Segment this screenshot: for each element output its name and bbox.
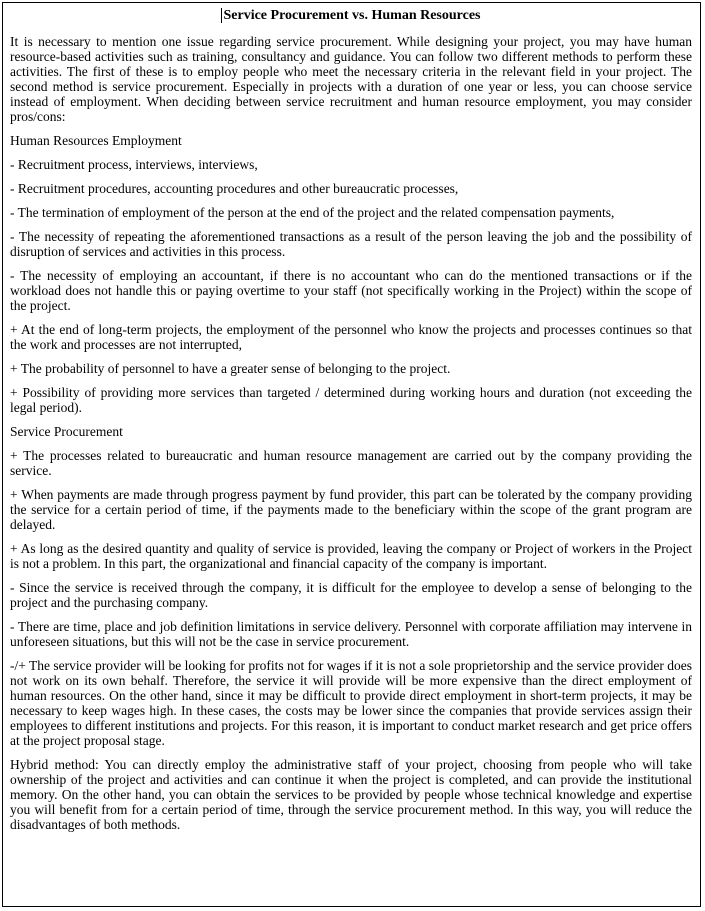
hybrid-paragraph: Hybrid method: You can directly employ the administrative staff of your project, choosing from people who will take ownership of the project and activities and can continue it when the project is completed, and can provide the institutional memory. On the other hand, you can obtain the services to be provided by people whose technical knowledge and expertise you will benefit from for a certain period of time, through the service procurement method. In this way, you will reduce the disadvantages of both methods.: [10, 757, 692, 832]
sp-item: -/+ The service provider will be looking for profits not for wages if it is not a sole proprietorship and the service provider does not work on its own behalf. Therefore, the service it will provide will be more expensive than the direct employment of human resources. On the other hand, since it may be difficult to provide direct employment in short-term projects, it may be necessary to keep wages high. In these cases, the costs may be lower since the companies that provide services assign their employees to different institutions and projects. For this reason, it is important to conduct market research and get price offers at the project proposal stage.: [10, 658, 692, 748]
hr-item: + Possibility of providing more services than targeted / determined during working hours and duration (not exceeding the legal period).: [10, 385, 692, 415]
document-title: Service Procurement vs. Human Resources: [223, 8, 481, 23]
sp-item: + As long as the desired quantity and quality of service is provided, leaving the company or Project of workers in the Project is not a problem. In this part, the organizational and financial capacity of the company is important.: [10, 541, 692, 571]
document-page: [2, 2, 701, 907]
hr-item: - The necessity of employing an accountant, if there is no accountant who can do the mentioned transactions or if the workload does not handle this or paying overtime to your staff (not specifically working in the Project) within the scope of the project.: [10, 268, 692, 313]
hr-item: + At the end of long-term projects, the employment of the personnel who know the projects and processes continues so that the work and processes are not interrupted,: [10, 322, 692, 352]
hr-item: - Recruitment procedures, accounting procedures and other bureaucratic processes,: [10, 181, 459, 196]
sp-item: - There are time, place and job definition limitations in service delivery. Personnel with corporate affiliation may intervene in unforeseen situations, but this will not be the case in service procurement.: [10, 619, 692, 649]
hr-item: + The probability of personnel to have a greater sense of belonging to the project.: [10, 361, 451, 376]
hr-item: - Recruitment process, interviews, interviews,: [10, 157, 258, 172]
sp-item: + When payments are made through progress payment by fund provider, this part can be tolerated by the company providing the service for a certain period of time, if the payments made to the beneficiary within the scope of the grant program are delayed.: [10, 487, 692, 532]
intro-paragraph: It is necessary to mention one issue regarding service procurement. While designing your project, you may have human resource-based activities such as training, consultancy and guidance. You can follow two different methods to perform these activities. The first of these is to employ people who meet the necessary criteria in the relevant field in your project. The second method is service procurement. Especially in projects with a duration of one year or less, you can choose service instead of employment. When deciding between service recruitment and human resource employment, you may consider pros/cons:: [10, 34, 692, 124]
hr-item: - The necessity of repeating the aforementioned transactions as a result of the person leaving the job and the possibility of disruption of services and activities in this process.: [10, 229, 692, 259]
sp-item: - Since the service is received through the company, it is difficult for the employee to develop a sense of belonging to the project and the purchasing company.: [10, 580, 692, 610]
hr-item: - The termination of employment of the person at the end of the project and the related compensation payments,: [10, 205, 615, 220]
sp-section-heading: Service Procurement: [10, 424, 123, 439]
sp-item: + The processes related to bureaucratic and human resource management are carried out by the company providing the service.: [10, 448, 692, 478]
hr-section-heading: Human Resources Employment: [10, 133, 182, 148]
